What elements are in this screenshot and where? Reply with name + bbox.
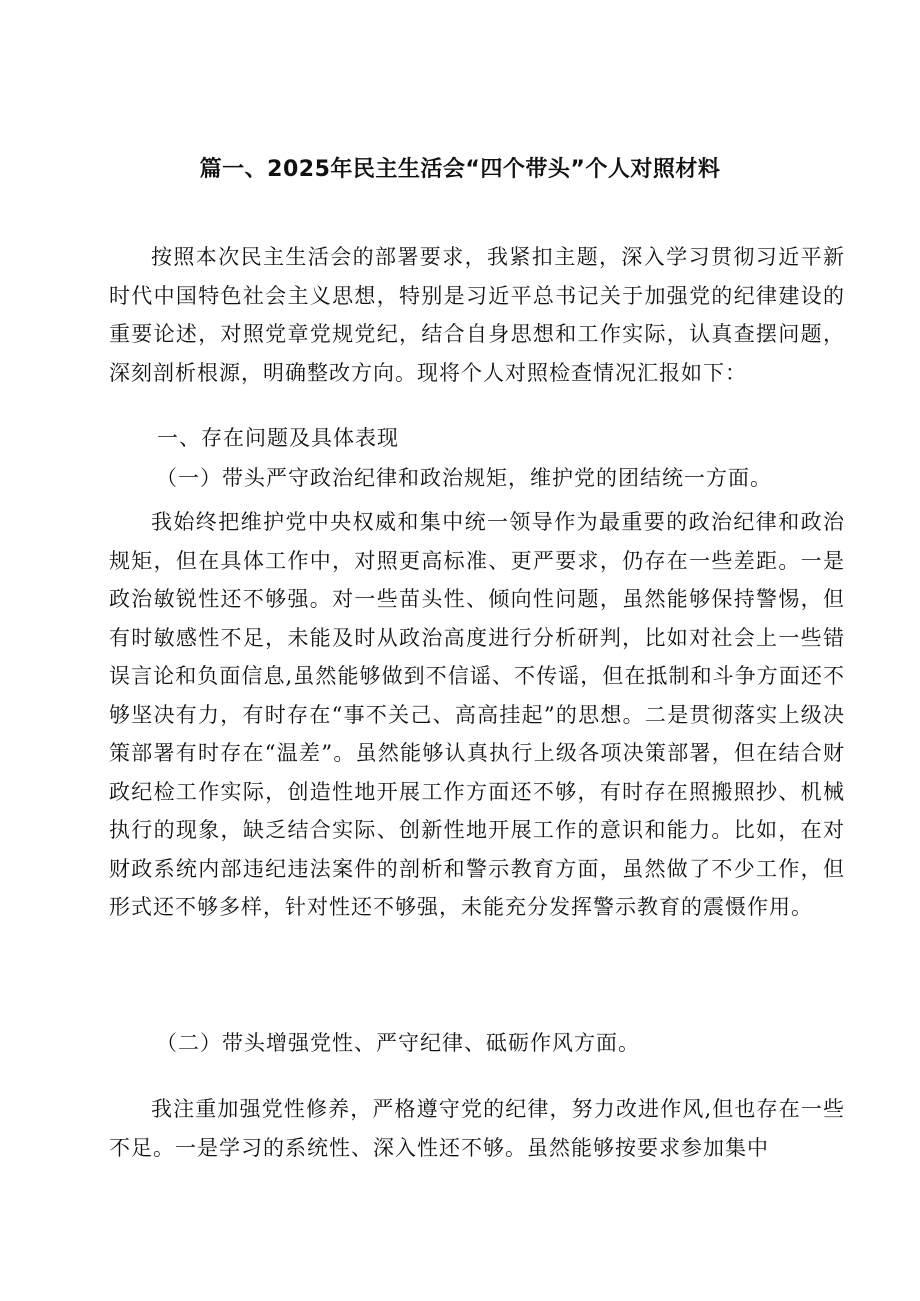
intro-paragraph: 按照本次民主生活会的部署要求，我紧扣主题，深入学习贯彻习近平新时代中国特色社会主义思想，特别是习近平总书记关于加强党的纪律建设的重要论述，对照党章党规党纪，结合自身思想和工作实际，认真查摆问题，深刻剖析根源，明确整改方向。现将个人对照检查情况汇报如下： xyxy=(109,245,845,385)
subsection-heading: （二）带头增强党性、严守纪律、砥砺作风方面。 xyxy=(156,1031,640,1055)
section-heading: 一、存在问题及具体表现 xyxy=(157,426,399,450)
body-paragraph: 我注重加强党性修养，严格遵守党的纪律，努力改进作风,但也存在一些不足。一是学习的系统性、深入性还不够。虽然能够按要求参加集中 xyxy=(109,1097,845,1160)
body-paragraph: 我始终把维护党中央权威和集中统一领导作为最重要的政治纪律和政治规矩，但在具体工作中，对照更高标准、更严要求，仍存在一些差距。一是政治敏锐性还不够强。对一些苗头性、倾向性问题，虽然能够保持警惕，但有时敏感性不足，未能及时从政治高度进行分析研判，比如对社会上一些错误言论和负面信息,虽然能够做到不信谣、不传谣，但在抵制和斗争方面还不够坚决有力，有时存在“事不关己、高高挂起”的思想。二是贯彻落实上级决策部署有时存在“温差”。虽然能够认真执行上级各项决策部署，但在结合财政纪检工作实际，创造性地开展工作方面还不够，有时存在照搬照抄、机械执行的现象，缺乏结合实际、创新性地开展工作的意识和能力。比如，在对财政系统内部违纪违法案件的剖析和警示教育方面，虽然做了不少工作，但形式还不够多样，针对性还不够强，未能充分发挥警示教育的震慑作用。 xyxy=(109,510,845,919)
document-title: 篇一、2025年民主生活会“四个带头”个人对照材料 xyxy=(199,157,721,182)
subsection-heading: （一）带头严守政治纪律和政治规矩，维护党的团结统一方面。 xyxy=(156,466,772,490)
